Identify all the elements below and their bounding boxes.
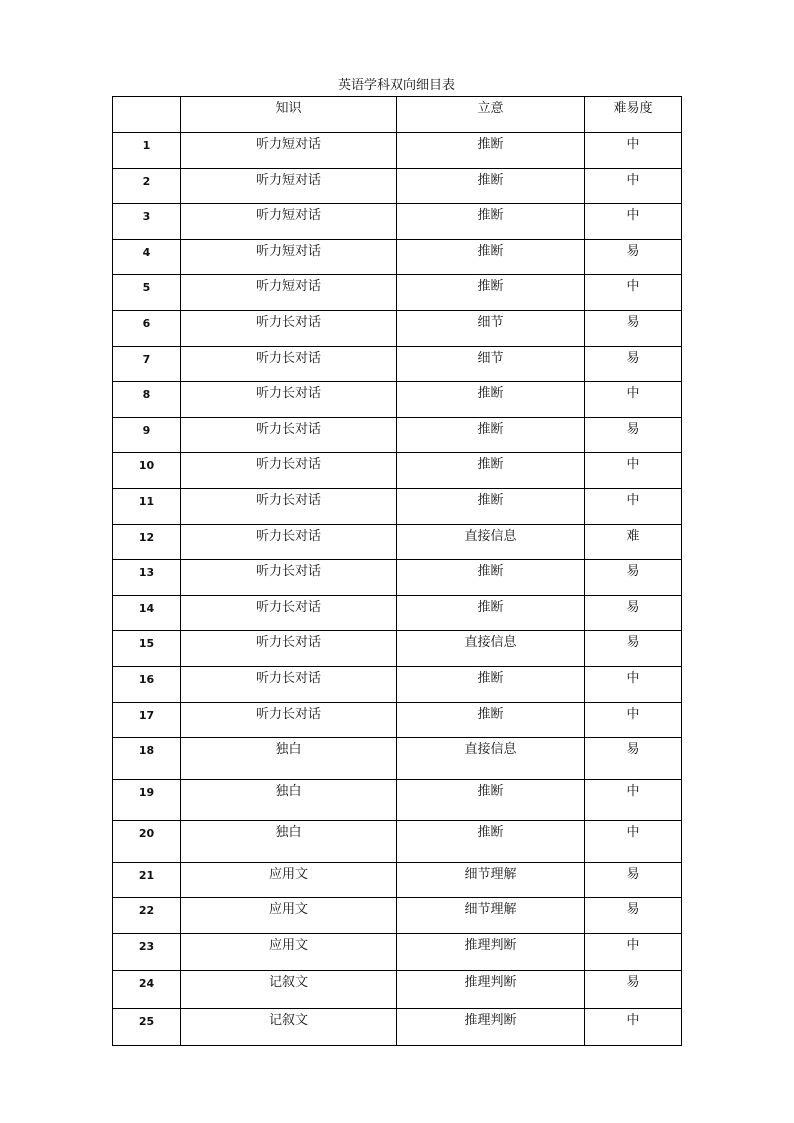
difficulty-cell: 易 xyxy=(585,595,682,631)
table-row xyxy=(113,133,682,169)
intent-cell: 推断 xyxy=(397,779,585,821)
table-row xyxy=(113,821,682,863)
knowledge-cell: 听力长对话 xyxy=(181,453,397,489)
table-row xyxy=(113,275,682,311)
difficulty-cell: 中 xyxy=(585,488,682,524)
number-cell: 4 xyxy=(113,239,181,275)
knowledge-cell: 独白 xyxy=(181,779,397,821)
intent-cell: 细节理解 xyxy=(397,862,585,898)
knowledge-cell: 听力长对话 xyxy=(181,560,397,596)
knowledge-cell: 听力短对话 xyxy=(181,168,397,204)
difficulty-cell: 易 xyxy=(585,631,682,667)
table-row xyxy=(113,417,682,453)
knowledge-cell: 听力短对话 xyxy=(181,133,397,169)
intent-cell: 推断 xyxy=(397,133,585,169)
number-cell: 17 xyxy=(113,702,181,738)
difficulty-cell: 易 xyxy=(585,862,682,898)
header-cell-intent: 立意 xyxy=(397,97,585,133)
table-row xyxy=(113,738,682,780)
intent-cell: 推断 xyxy=(397,417,585,453)
table-row xyxy=(113,560,682,596)
difficulty-cell: 易 xyxy=(585,738,682,780)
table-header-row xyxy=(113,97,682,133)
table-row xyxy=(113,898,682,934)
intent-cell: 推断 xyxy=(397,821,585,863)
table-row xyxy=(113,666,682,702)
intent-cell: 推断 xyxy=(397,595,585,631)
table-row xyxy=(113,933,682,971)
intent-cell: 推理判断 xyxy=(397,933,585,971)
number-cell: 24 xyxy=(113,971,181,1009)
knowledge-cell: 听力长对话 xyxy=(181,666,397,702)
table-row xyxy=(113,862,682,898)
difficulty-cell: 中 xyxy=(585,933,682,971)
number-cell: 15 xyxy=(113,631,181,667)
intent-cell: 推断 xyxy=(397,560,585,596)
intent-cell: 直接信息 xyxy=(397,738,585,780)
table-row xyxy=(113,168,682,204)
intent-cell: 推断 xyxy=(397,275,585,311)
document-title: 英语学科双向细目表 xyxy=(337,78,455,93)
intent-cell: 推断 xyxy=(397,666,585,702)
number-cell: 25 xyxy=(113,1008,181,1046)
intent-cell: 推断 xyxy=(397,702,585,738)
difficulty-cell: 中 xyxy=(585,821,682,863)
intent-cell: 推断 xyxy=(397,204,585,240)
difficulty-cell: 中 xyxy=(585,382,682,418)
number-cell: 2 xyxy=(113,168,181,204)
table-row xyxy=(113,310,682,346)
intent-cell: 推断 xyxy=(397,453,585,489)
table-row xyxy=(113,346,682,382)
number-cell: 1 xyxy=(113,133,181,169)
table-row xyxy=(113,971,682,1009)
difficulty-cell: 易 xyxy=(585,310,682,346)
table-row xyxy=(113,631,682,667)
intent-cell: 直接信息 xyxy=(397,631,585,667)
knowledge-cell: 听力长对话 xyxy=(181,417,397,453)
number-cell: 18 xyxy=(113,738,181,780)
header-cell-number xyxy=(113,97,181,133)
table-row xyxy=(113,524,682,560)
knowledge-cell: 听力长对话 xyxy=(181,382,397,418)
knowledge-cell: 听力短对话 xyxy=(181,204,397,240)
number-cell: 22 xyxy=(113,898,181,934)
knowledge-cell: 记叙文 xyxy=(181,971,397,1009)
difficulty-cell: 中 xyxy=(585,666,682,702)
knowledge-cell: 应用文 xyxy=(181,933,397,971)
knowledge-cell: 听力长对话 xyxy=(181,631,397,667)
table-row xyxy=(113,1008,682,1046)
table-row xyxy=(113,204,682,240)
knowledge-cell: 听力长对话 xyxy=(181,310,397,346)
intent-cell: 直接信息 xyxy=(397,524,585,560)
knowledge-cell: 听力短对话 xyxy=(181,239,397,275)
table-row xyxy=(113,702,682,738)
knowledge-cell: 听力短对话 xyxy=(181,275,397,311)
difficulty-cell: 易 xyxy=(585,346,682,382)
knowledge-cell: 独白 xyxy=(181,821,397,863)
number-cell: 3 xyxy=(113,204,181,240)
knowledge-cell: 听力长对话 xyxy=(181,702,397,738)
knowledge-cell: 独白 xyxy=(181,738,397,780)
intent-cell: 细节 xyxy=(397,310,585,346)
difficulty-cell: 中 xyxy=(585,275,682,311)
table-row xyxy=(113,595,682,631)
table-row xyxy=(113,453,682,489)
number-cell: 16 xyxy=(113,666,181,702)
number-cell: 23 xyxy=(113,933,181,971)
difficulty-cell: 易 xyxy=(585,560,682,596)
number-cell: 10 xyxy=(113,453,181,489)
number-cell: 6 xyxy=(113,310,181,346)
number-cell: 19 xyxy=(113,779,181,821)
knowledge-cell: 听力长对话 xyxy=(181,524,397,560)
knowledge-cell: 听力长对话 xyxy=(181,595,397,631)
intent-cell: 推理判断 xyxy=(397,1008,585,1046)
difficulty-cell: 中 xyxy=(585,453,682,489)
table-body xyxy=(113,133,682,1046)
number-cell: 13 xyxy=(113,560,181,596)
difficulty-cell: 易 xyxy=(585,971,682,1009)
knowledge-cell: 应用文 xyxy=(181,862,397,898)
intent-cell: 推断 xyxy=(397,488,585,524)
number-cell: 7 xyxy=(113,346,181,382)
intent-cell: 推断 xyxy=(397,168,585,204)
difficulty-cell: 中 xyxy=(585,168,682,204)
number-cell: 14 xyxy=(113,595,181,631)
difficulty-cell: 中 xyxy=(585,133,682,169)
table-row xyxy=(113,488,682,524)
knowledge-cell: 应用文 xyxy=(181,898,397,934)
intent-cell: 细节 xyxy=(397,346,585,382)
spec-table xyxy=(112,96,682,1046)
difficulty-cell: 中 xyxy=(585,1008,682,1046)
number-cell: 21 xyxy=(113,862,181,898)
difficulty-cell: 中 xyxy=(585,204,682,240)
intent-cell: 推断 xyxy=(397,239,585,275)
number-cell: 12 xyxy=(113,524,181,560)
number-cell: 5 xyxy=(113,275,181,311)
difficulty-cell: 易 xyxy=(585,898,682,934)
number-cell: 9 xyxy=(113,417,181,453)
difficulty-cell: 易 xyxy=(585,417,682,453)
table-row xyxy=(113,382,682,418)
difficulty-cell: 中 xyxy=(585,702,682,738)
table-row xyxy=(113,239,682,275)
header-cell-knowledge: 知识 xyxy=(181,97,397,133)
difficulty-cell: 难 xyxy=(585,524,682,560)
intent-cell: 推断 xyxy=(397,382,585,418)
number-cell: 11 xyxy=(113,488,181,524)
table-row xyxy=(113,779,682,821)
header-cell-difficulty: 难易度 xyxy=(585,97,682,133)
number-cell: 8 xyxy=(113,382,181,418)
intent-cell: 推理判断 xyxy=(397,971,585,1009)
knowledge-cell: 记叙文 xyxy=(181,1008,397,1046)
difficulty-cell: 易 xyxy=(585,239,682,275)
intent-cell: 细节理解 xyxy=(397,898,585,934)
knowledge-cell: 听力长对话 xyxy=(181,488,397,524)
number-cell: 20 xyxy=(113,821,181,863)
knowledge-cell: 听力长对话 xyxy=(181,346,397,382)
difficulty-cell: 中 xyxy=(585,779,682,821)
